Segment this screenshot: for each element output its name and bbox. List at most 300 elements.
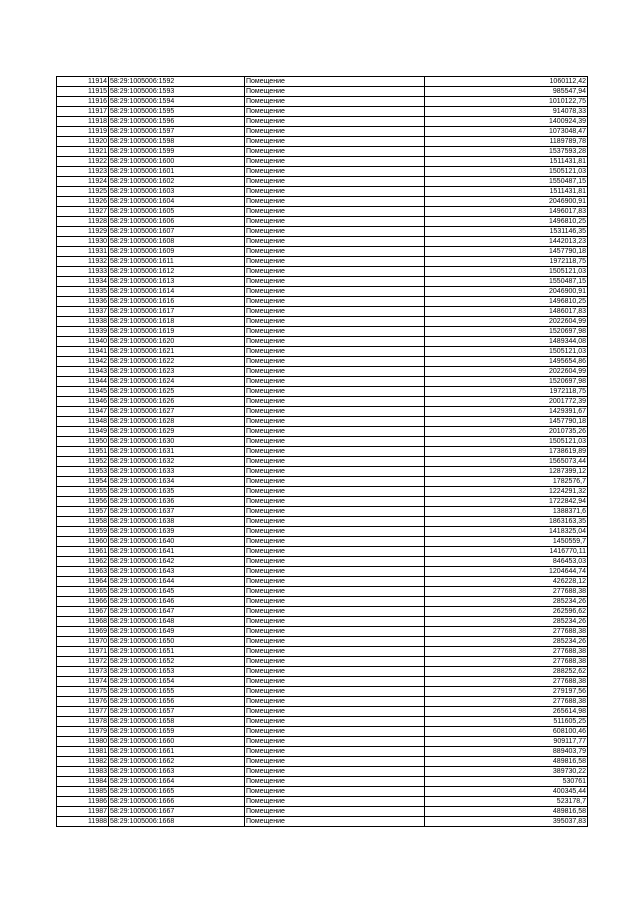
table-row [57,717,588,727]
cadastral-number-cell: 58:29:1005006:1620 [109,337,245,347]
object-type-cell: Помещение [245,537,425,547]
object-type-cell: Помещение [245,247,425,257]
cadastral-value-cell: 285234,26 [425,617,588,627]
table-row [57,107,588,117]
cadastral-value-cell: 1520697,98 [425,327,588,337]
cadastral-value-cell: 1863163,35 [425,517,588,527]
table-row [57,537,588,547]
cadastral-value-cell: 2001772,39 [425,397,588,407]
row-number-cell: 11935 [57,287,109,297]
row-number-cell: 11962 [57,557,109,567]
table-row [57,757,588,767]
table-row [57,517,588,527]
table-row [57,207,588,217]
object-type-cell: Помещение [245,527,425,537]
cadastral-value-cell: 1738619,89 [425,447,588,457]
cadastral-value-cell: 846453,03 [425,557,588,567]
cadastral-number-cell: 58:29:1005006:1607 [109,227,245,237]
object-type-cell: Помещение [245,787,425,797]
cadastral-number-cell: 58:29:1005006:1630 [109,437,245,447]
table-row [57,427,588,437]
cadastral-number-cell: 58:29:1005006:1647 [109,607,245,617]
object-type-cell: Помещение [245,77,425,87]
cadastral-value-cell: 889403,79 [425,747,588,757]
row-number-cell: 11936 [57,297,109,307]
object-type-cell: Помещение [245,367,425,377]
cadastral-number-cell: 58:29:1005006:1665 [109,787,245,797]
cadastral-number-cell: 58:29:1005006:1594 [109,97,245,107]
cadastral-number-cell: 58:29:1005006:1642 [109,557,245,567]
table-row [57,627,588,637]
cadastral-number-cell: 58:29:1005006:1605 [109,207,245,217]
table-row [57,527,588,537]
cadastral-number-cell: 58:29:1005006:1663 [109,767,245,777]
cadastral-value-table [56,76,588,827]
table-row [57,187,588,197]
table-row [57,177,588,187]
object-type-cell: Помещение [245,747,425,757]
row-number-cell: 11951 [57,447,109,457]
cadastral-value-cell: 909117,77 [425,737,588,747]
object-type-cell: Помещение [245,267,425,277]
cadastral-number-cell: 58:29:1005006:1661 [109,747,245,757]
cadastral-value-cell: 2010735,26 [425,427,588,437]
cadastral-value-cell: 1224291,32 [425,487,588,497]
object-type-cell: Помещение [245,467,425,477]
cadastral-number-cell: 58:29:1005006:1645 [109,587,245,597]
object-type-cell: Помещение [245,627,425,637]
row-number-cell: 11964 [57,577,109,587]
cadastral-number-cell: 58:29:1005006:1592 [109,77,245,87]
object-type-cell: Помещение [245,197,425,207]
table-row [57,737,588,747]
cadastral-value-cell: 608100,46 [425,727,588,737]
table-row [57,807,588,817]
table-body [57,77,588,827]
row-number-cell: 11978 [57,717,109,727]
cadastral-value-cell: 489816,58 [425,757,588,767]
object-type-cell: Помещение [245,187,425,197]
table-row [57,667,588,677]
object-type-cell: Помещение [245,657,425,667]
cadastral-number-cell: 58:29:1005006:1623 [109,367,245,377]
object-type-cell: Помещение [245,577,425,587]
row-number-cell: 11933 [57,267,109,277]
cadastral-number-cell: 58:29:1005006:1616 [109,297,245,307]
object-type-cell: Помещение [245,677,425,687]
table-row [57,747,588,757]
row-number-cell: 11969 [57,627,109,637]
row-number-cell: 11985 [57,787,109,797]
cadastral-number-cell: 58:29:1005006:1598 [109,137,245,147]
object-type-cell: Помещение [245,127,425,137]
table-row [57,457,588,467]
row-number-cell: 11923 [57,167,109,177]
cadastral-value-cell: 1204644,74 [425,567,588,577]
cadastral-value-cell: 279197,56 [425,687,588,697]
row-number-cell: 11919 [57,127,109,137]
object-type-cell: Помещение [245,517,425,527]
cadastral-value-cell: 1450559,7 [425,537,588,547]
cadastral-number-cell: 58:29:1005006:1638 [109,517,245,527]
row-number-cell: 11928 [57,217,109,227]
cadastral-number-cell: 58:29:1005006:1644 [109,577,245,587]
object-type-cell: Помещение [245,597,425,607]
table-row [57,297,588,307]
cadastral-value-cell: 277688,38 [425,657,588,667]
row-number-cell: 11930 [57,237,109,247]
table-row [57,287,588,297]
row-number-cell: 11982 [57,757,109,767]
cadastral-value-cell: 395037,83 [425,817,588,827]
table-row [57,817,588,827]
cadastral-value-cell: 277688,38 [425,587,588,597]
cadastral-value-cell: 262596,62 [425,607,588,617]
table-row [57,587,588,597]
cadastral-value-cell: 1060112,42 [425,77,588,87]
table-row [57,567,588,577]
row-number-cell: 11941 [57,347,109,357]
cadastral-number-cell: 58:29:1005006:1651 [109,647,245,657]
cadastral-value-cell: 1972118,75 [425,387,588,397]
cadastral-value-cell: 1550487,15 [425,177,588,187]
cadastral-number-cell: 58:29:1005006:1652 [109,657,245,667]
cadastral-number-cell: 58:29:1005006:1626 [109,397,245,407]
table-row [57,677,588,687]
object-type-cell: Помещение [245,317,425,327]
object-type-cell: Помещение [245,637,425,647]
table-row [57,167,588,177]
cadastral-value-cell: 1489344,08 [425,337,588,347]
object-type-cell: Помещение [245,87,425,97]
row-number-cell: 11944 [57,377,109,387]
table-row [57,397,588,407]
cadastral-value-cell: 1505121,03 [425,267,588,277]
cadastral-number-cell: 58:29:1005006:1629 [109,427,245,437]
cadastral-number-cell: 58:29:1005006:1641 [109,547,245,557]
object-type-cell: Помещение [245,487,425,497]
object-type-cell: Помещение [245,497,425,507]
table-row [57,417,588,427]
cadastral-number-cell: 58:29:1005006:1602 [109,177,245,187]
object-type-cell: Помещение [245,757,425,767]
cadastral-value-cell: 277688,38 [425,697,588,707]
cadastral-value-cell: 1388371,6 [425,507,588,517]
table-row [57,687,588,697]
object-type-cell: Помещение [245,357,425,367]
cadastral-value-cell: 285234,26 [425,597,588,607]
table-row [57,637,588,647]
cadastral-value-cell: 985547,94 [425,87,588,97]
cadastral-value-cell: 2046900,91 [425,197,588,207]
object-type-cell: Помещение [245,557,425,567]
table-row [57,367,588,377]
cadastral-number-cell: 58:29:1005006:1664 [109,777,245,787]
cadastral-number-cell: 58:29:1005006:1596 [109,117,245,127]
cadastral-number-cell: 58:29:1005006:1668 [109,817,245,827]
cadastral-value-cell: 285234,26 [425,637,588,647]
row-number-cell: 11963 [57,567,109,577]
table-row [57,707,588,717]
table-row [57,257,588,267]
object-type-cell: Помещение [245,277,425,287]
table-row [57,337,588,347]
cadastral-number-cell: 58:29:1005006:1609 [109,247,245,257]
cadastral-value-cell: 523178,7 [425,797,588,807]
cadastral-value-cell: 2046900,91 [425,287,588,297]
row-number-cell: 11984 [57,777,109,787]
table-row [57,477,588,487]
object-type-cell: Помещение [245,697,425,707]
row-number-cell: 11920 [57,137,109,147]
table-row [57,437,588,447]
row-number-cell: 11915 [57,87,109,97]
cadastral-number-cell: 58:29:1005006:1601 [109,167,245,177]
cadastral-value-cell: 1505121,03 [425,437,588,447]
object-type-cell: Помещение [245,437,425,447]
row-number-cell: 11937 [57,307,109,317]
table-row [57,197,588,207]
cadastral-value-cell: 511605,25 [425,717,588,727]
object-type-cell: Помещение [245,337,425,347]
row-number-cell: 11981 [57,747,109,757]
cadastral-number-cell: 58:29:1005006:1628 [109,417,245,427]
cadastral-number-cell: 58:29:1005006:1603 [109,187,245,197]
table-row [57,137,588,147]
table-row [57,777,588,787]
table-row [57,217,588,227]
cadastral-number-cell: 58:29:1005006:1618 [109,317,245,327]
object-type-cell: Помещение [245,217,425,227]
row-number-cell: 11983 [57,767,109,777]
cadastral-value-cell: 2022604,99 [425,367,588,377]
row-number-cell: 11988 [57,817,109,827]
row-number-cell: 11949 [57,427,109,437]
cadastral-value-cell: 1505121,03 [425,167,588,177]
row-number-cell: 11942 [57,357,109,367]
table-row [57,467,588,477]
object-type-cell: Помещение [245,167,425,177]
cadastral-value-cell: 1457790,18 [425,417,588,427]
cadastral-number-cell: 58:29:1005006:1621 [109,347,245,357]
row-number-cell: 11926 [57,197,109,207]
cadastral-number-cell: 58:29:1005006:1646 [109,597,245,607]
object-type-cell: Помещение [245,327,425,337]
table-row [57,577,588,587]
cadastral-number-cell: 58:29:1005006:1653 [109,667,245,677]
object-type-cell: Помещение [245,237,425,247]
cadastral-value-cell: 1010122,75 [425,97,588,107]
cadastral-value-cell: 1496810,25 [425,297,588,307]
cadastral-value-cell: 1550487,15 [425,277,588,287]
cadastral-value-cell: 1400924,39 [425,117,588,127]
object-type-cell: Помещение [245,647,425,657]
cadastral-value-cell: 1496017,83 [425,207,588,217]
cadastral-number-cell: 58:29:1005006:1619 [109,327,245,337]
row-number-cell: 11980 [57,737,109,747]
cadastral-number-cell: 58:29:1005006:1655 [109,687,245,697]
object-type-cell: Помещение [245,287,425,297]
cadastral-number-cell: 58:29:1005006:1613 [109,277,245,287]
cadastral-number-cell: 58:29:1005006:1649 [109,627,245,637]
table-row [57,77,588,87]
cadastral-value-cell: 1722842,94 [425,497,588,507]
cadastral-value-cell: 1073048,47 [425,127,588,137]
table-row [57,497,588,507]
table-row [57,347,588,357]
row-number-cell: 11922 [57,157,109,167]
row-number-cell: 11971 [57,647,109,657]
cadastral-number-cell: 58:29:1005006:1627 [109,407,245,417]
row-number-cell: 11945 [57,387,109,397]
table-row [57,727,588,737]
row-number-cell: 11914 [57,77,109,87]
row-number-cell: 11968 [57,617,109,627]
table-row [57,487,588,497]
cadastral-value-cell: 1537593,28 [425,147,588,157]
cadastral-number-cell: 58:29:1005006:1636 [109,497,245,507]
object-type-cell: Помещение [245,727,425,737]
table-row [57,157,588,167]
object-type-cell: Помещение [245,97,425,107]
object-type-cell: Помещение [245,227,425,237]
row-number-cell: 11947 [57,407,109,417]
cadastral-value-cell: 1520697,98 [425,377,588,387]
cadastral-number-cell: 58:29:1005006:1648 [109,617,245,627]
table-row [57,767,588,777]
object-type-cell: Помещение [245,737,425,747]
row-number-cell: 11932 [57,257,109,267]
cadastral-number-cell: 58:29:1005006:1656 [109,697,245,707]
table-row [57,97,588,107]
cadastral-number-cell: 58:29:1005006:1654 [109,677,245,687]
cadastral-value-cell: 1531146,35 [425,227,588,237]
object-type-cell: Помещение [245,377,425,387]
object-type-cell: Помещение [245,347,425,357]
row-number-cell: 11960 [57,537,109,547]
row-number-cell: 11934 [57,277,109,287]
row-number-cell: 11943 [57,367,109,377]
object-type-cell: Помещение [245,607,425,617]
table-row [57,657,588,667]
cadastral-value-cell: 265614,98 [425,707,588,717]
table-row [57,227,588,237]
row-number-cell: 11954 [57,477,109,487]
row-number-cell: 11957 [57,507,109,517]
row-number-cell: 11946 [57,397,109,407]
cadastral-value-cell: 400345,44 [425,787,588,797]
cadastral-value-cell: 277688,38 [425,677,588,687]
object-type-cell: Помещение [245,257,425,267]
row-number-cell: 11931 [57,247,109,257]
row-number-cell: 11966 [57,597,109,607]
cadastral-number-cell: 58:29:1005006:1608 [109,237,245,247]
object-type-cell: Помещение [245,157,425,167]
table-row [57,617,588,627]
cadastral-number-cell: 58:29:1005006:1637 [109,507,245,517]
cadastral-value-cell: 1496810,25 [425,217,588,227]
cadastral-value-cell: 489816,58 [425,807,588,817]
row-number-cell: 11924 [57,177,109,187]
cadastral-number-cell: 58:29:1005006:1635 [109,487,245,497]
row-number-cell: 11965 [57,587,109,597]
cadastral-value-cell: 2022604,99 [425,317,588,327]
row-number-cell: 11921 [57,147,109,157]
object-type-cell: Помещение [245,137,425,147]
object-type-cell: Помещение [245,477,425,487]
cadastral-number-cell: 58:29:1005006:1595 [109,107,245,117]
cadastral-number-cell: 58:29:1005006:1624 [109,377,245,387]
object-type-cell: Помещение [245,307,425,317]
object-type-cell: Помещение [245,617,425,627]
row-number-cell: 11961 [57,547,109,557]
table-row [57,547,588,557]
cadastral-value-cell: 914078,33 [425,107,588,117]
cadastral-number-cell: 58:29:1005006:1617 [109,307,245,317]
cadastral-number-cell: 58:29:1005006:1631 [109,447,245,457]
object-type-cell: Помещение [245,797,425,807]
table-row [57,117,588,127]
cadastral-value-cell: 426228,12 [425,577,588,587]
object-type-cell: Помещение [245,427,425,437]
row-number-cell: 11950 [57,437,109,447]
cadastral-value-cell: 1457790,18 [425,247,588,257]
object-type-cell: Помещение [245,397,425,407]
row-number-cell: 11952 [57,457,109,467]
cadastral-number-cell: 58:29:1005006:1611 [109,257,245,267]
table-row [57,607,588,617]
table-row [57,787,588,797]
cadastral-value-cell: 1189789,78 [425,137,588,147]
table-row [57,317,588,327]
table-row [57,387,588,397]
table-row [57,237,588,247]
row-number-cell: 11977 [57,707,109,717]
cadastral-value-cell: 389730,22 [425,767,588,777]
cadastral-value-cell: 1416770,11 [425,547,588,557]
table-row [57,697,588,707]
cadastral-value-cell: 1418325,04 [425,527,588,537]
cadastral-value-cell: 1486017,83 [425,307,588,317]
cadastral-number-cell: 58:29:1005006:1593 [109,87,245,97]
cadastral-number-cell: 58:29:1005006:1660 [109,737,245,747]
object-type-cell: Помещение [245,297,425,307]
table-row [57,307,588,317]
table-row [57,447,588,457]
row-number-cell: 11975 [57,687,109,697]
cadastral-number-cell: 58:29:1005006:1643 [109,567,245,577]
row-number-cell: 11917 [57,107,109,117]
row-number-cell: 11986 [57,797,109,807]
cadastral-value-cell: 1782576,7 [425,477,588,487]
cadastral-number-cell: 58:29:1005006:1632 [109,457,245,467]
object-type-cell: Помещение [245,207,425,217]
row-number-cell: 11927 [57,207,109,217]
table-row [57,377,588,387]
row-number-cell: 11967 [57,607,109,617]
object-type-cell: Помещение [245,767,425,777]
cadastral-number-cell: 58:29:1005006:1658 [109,717,245,727]
cadastral-value-cell: 1511431,81 [425,187,588,197]
table-row [57,267,588,277]
cadastral-number-cell: 58:29:1005006:1662 [109,757,245,767]
table-row [57,87,588,97]
object-type-cell: Помещение [245,507,425,517]
row-number-cell: 11940 [57,337,109,347]
row-number-cell: 11916 [57,97,109,107]
row-number-cell: 11958 [57,517,109,527]
row-number-cell: 11956 [57,497,109,507]
